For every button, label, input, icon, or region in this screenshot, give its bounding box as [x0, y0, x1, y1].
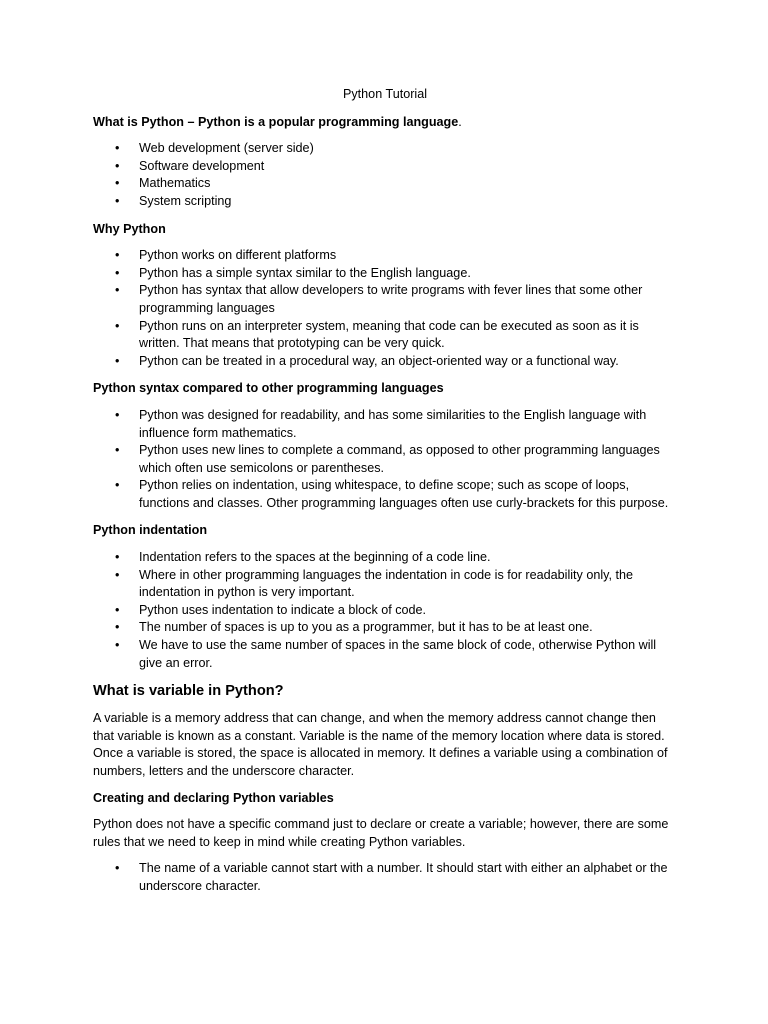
- intro-heading: [93, 114, 677, 132]
- indentation-heading: Python indentation: [93, 523, 208, 538]
- bullet-icon: •: [115, 141, 120, 156]
- list-item-text: Python can be treated in a procedural way, an object-oriented way or a functional way.: [139, 353, 619, 368]
- bullet-icon: •: [115, 861, 120, 876]
- list-item: [93, 442, 677, 477]
- list-item: [93, 477, 677, 512]
- list-item-text: System scripting: [139, 193, 232, 208]
- list-item: [93, 265, 677, 283]
- intro-list: [93, 140, 677, 210]
- list-item-text: Python uses new lines to complete a command, as opposed to other programming languages which often use semicolons or parentheses.: [139, 443, 660, 475]
- list-item-text: Python has a simple syntax similar to the English language.: [139, 265, 471, 280]
- document-title: Python Tutorial: [342, 87, 427, 101]
- list-item: [93, 247, 677, 265]
- bullet-icon: •: [115, 638, 120, 653]
- list-item: [93, 282, 677, 317]
- list-item: [93, 318, 677, 353]
- syntax-heading: Python syntax compared to other programming languages: [93, 381, 444, 396]
- list-item-text: Python was designed for readability, and has some similarities to the English language with influence form mathematics.: [139, 407, 647, 440]
- list-item: [93, 860, 677, 895]
- bullet-icon: •: [115, 318, 120, 333]
- list-item: [93, 549, 677, 567]
- syntax-list: [93, 407, 677, 513]
- list-item: [93, 602, 677, 620]
- list-item-text: Indentation refers to the spaces at the beginning of a code line.: [139, 550, 491, 565]
- bullet-icon: •: [115, 550, 120, 565]
- bullet-icon: •: [115, 283, 120, 298]
- list-item-text: Python uses indentation to indicate a block of code.: [139, 602, 427, 617]
- list-item-text: Python relies on indentation, using whitespace, to define scope; such as scope of loops, functions and classes. Other programming languages often use curly-brackets for this purpose.: [139, 478, 669, 510]
- list-item-text: Where in other programming languages the indentation in code is for readability only, the indentation in python is very important.: [139, 567, 634, 600]
- list-item-text: The name of a variable cannot start with a number. It should start with either an alphabet or the underscore character.: [139, 861, 668, 893]
- list-item: [93, 140, 677, 158]
- bullet-icon: •: [115, 443, 120, 458]
- list-item: [93, 567, 677, 602]
- indentation-list: [93, 549, 677, 672]
- why-python-heading: Why Python: [93, 221, 166, 236]
- list-item-text: Python runs on an interpreter system, meaning that code can be executed as soon as it is written. That means that prototyping can be very quick.: [139, 318, 639, 351]
- creating-variables-heading: Creating and declaring Python variables: [93, 790, 334, 805]
- bullet-icon: •: [115, 602, 120, 617]
- intro-heading-text: What is Python – Python is a popular programming language: [93, 114, 459, 129]
- creating-variables-paragraph: Python does not have a specific command just to declare or create a variable; however, there are some rules that we need to keep in mind while creating Python variables.: [93, 817, 669, 849]
- bullet-icon: •: [115, 353, 120, 368]
- list-item-text: Web development (server side): [139, 141, 314, 156]
- list-item-text: Python has syntax that allow developers to write programs with fever lines that some other programming languages: [139, 283, 643, 315]
- list-item: [93, 193, 677, 211]
- list-item-text: Mathematics: [139, 176, 211, 191]
- bullet-icon: •: [115, 478, 120, 493]
- list-item-text: The number of spaces is up to you as a programmer, but it has to be at least one.: [139, 620, 593, 635]
- list-item: [93, 175, 677, 193]
- variable-paragraph: A variable is a memory address that can change, and when the memory address cannot change then that variable is known as a constant. Variable is the name of the memory location where data is stored. Once a variable is stored, the space is allocated in memory. It defines a variable using a combination of numbers, letters and the underscore character.: [93, 711, 668, 778]
- list-item: [93, 619, 677, 637]
- creating-variables-list: [93, 860, 677, 895]
- list-item-text: Software development: [139, 158, 265, 173]
- bullet-icon: •: [115, 248, 120, 263]
- list-item-text: Python works on different platforms: [139, 248, 337, 263]
- list-item: [93, 158, 677, 176]
- list-item-text: We have to use the same number of spaces in the same block of code, otherwise Python will give an error.: [139, 638, 657, 670]
- intro-heading-period: .: [458, 114, 462, 129]
- variable-heading: What is variable in Python?: [93, 683, 284, 700]
- list-item: [93, 407, 677, 442]
- list-item: [93, 353, 677, 371]
- bullet-icon: •: [115, 265, 120, 280]
- bullet-icon: •: [115, 567, 120, 582]
- bullet-icon: •: [115, 193, 120, 208]
- why-python-list: [93, 247, 677, 370]
- bullet-icon: •: [115, 620, 120, 635]
- list-item: [93, 637, 677, 672]
- bullet-icon: •: [115, 176, 120, 191]
- bullet-icon: •: [115, 158, 120, 173]
- document-body: [93, 86, 677, 906]
- bullet-icon: •: [115, 407, 120, 422]
